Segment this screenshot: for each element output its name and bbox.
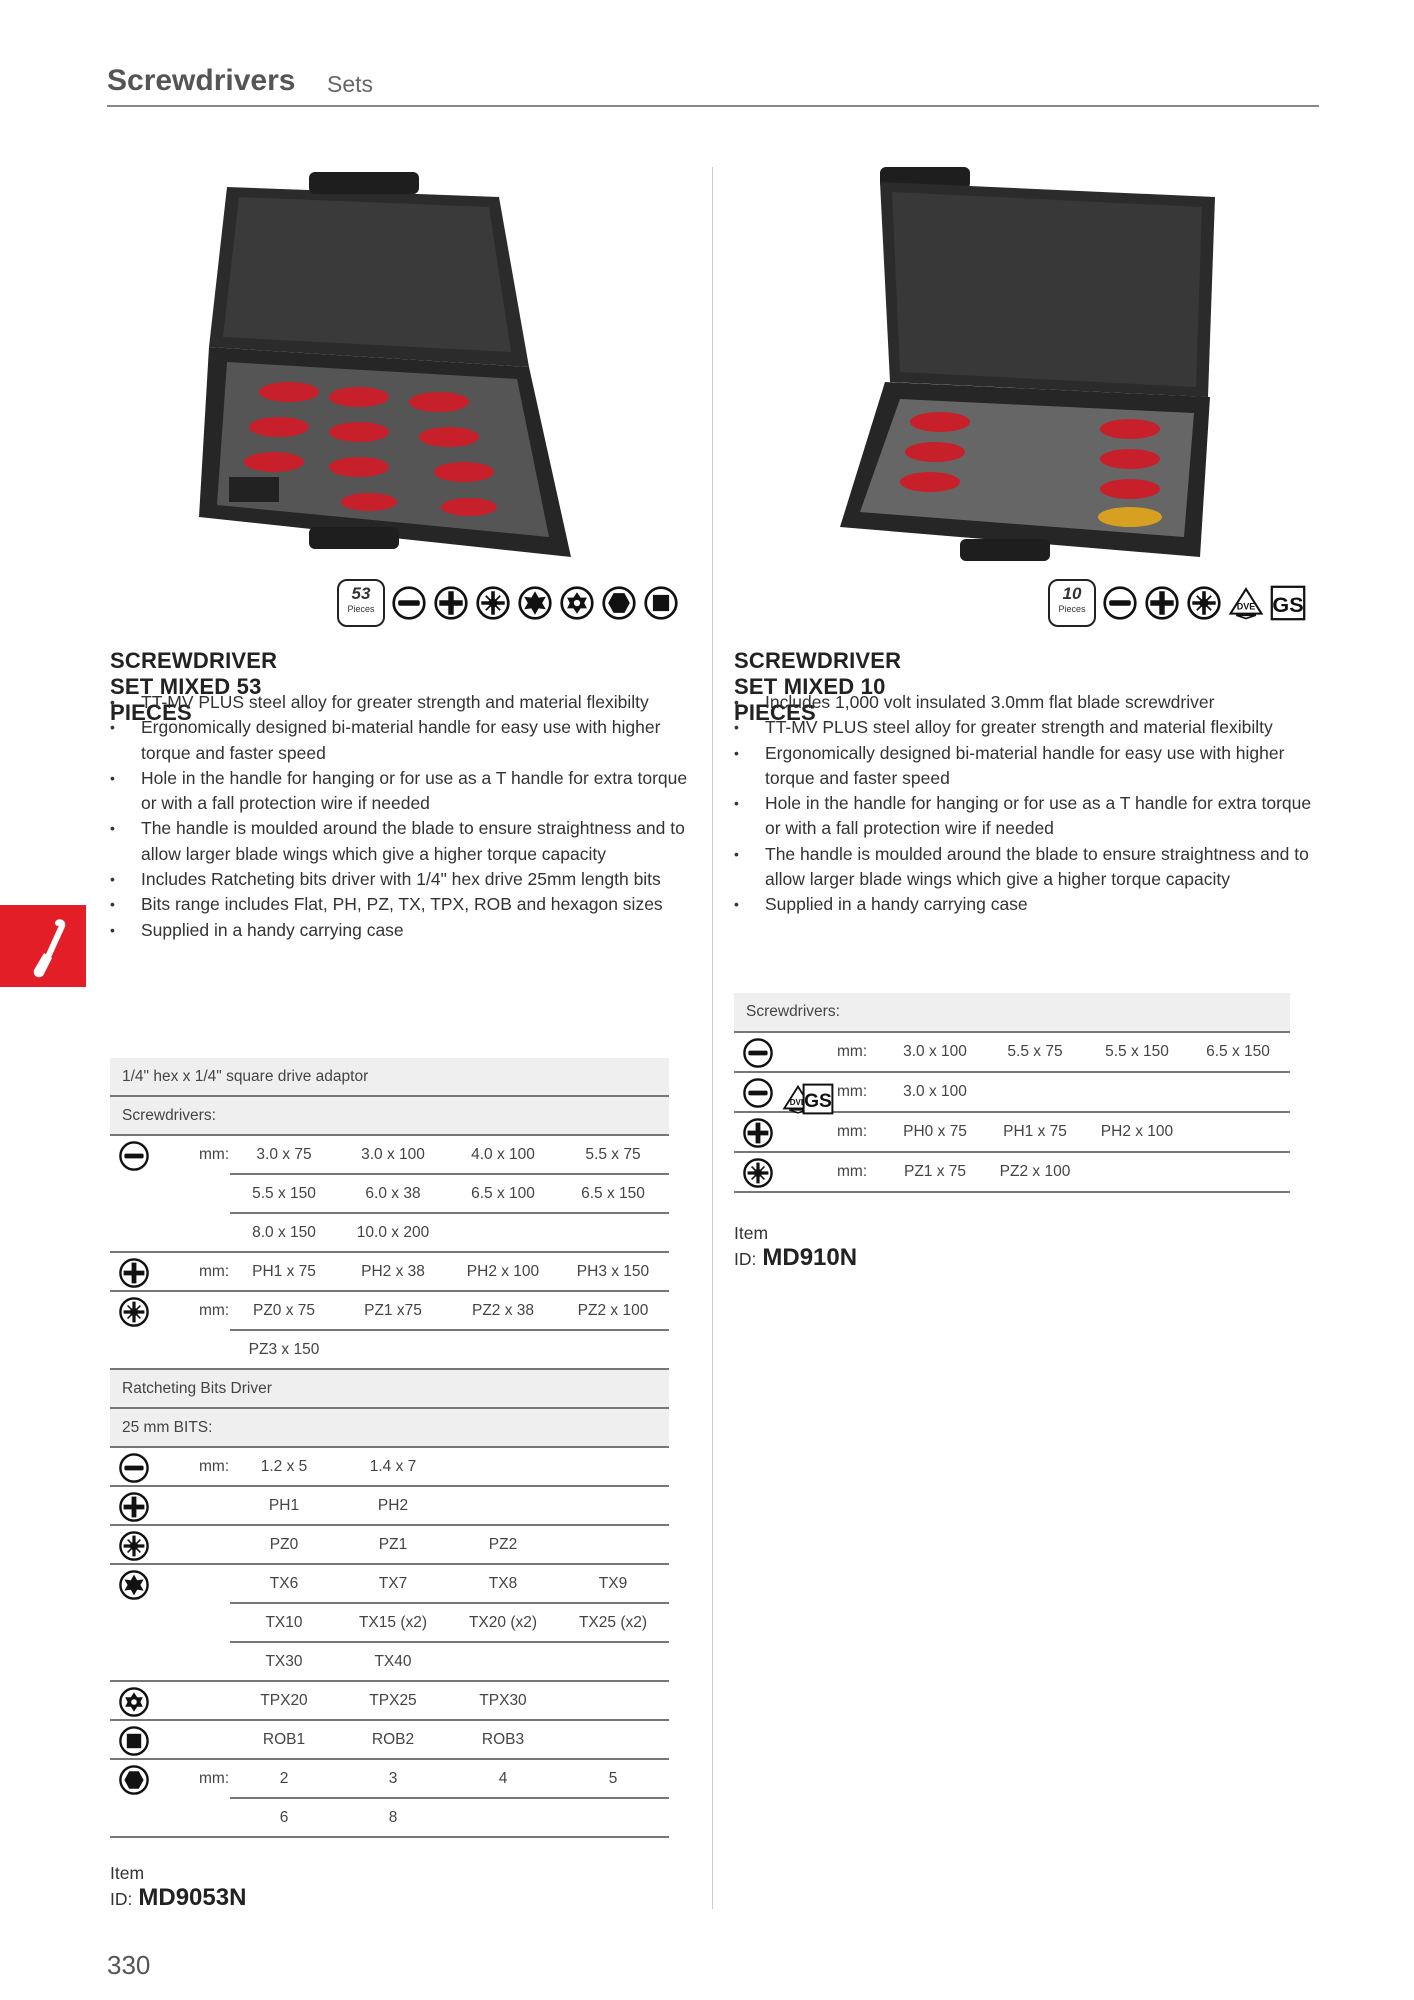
item-id-label: Item ID:	[110, 1863, 145, 1909]
table-row	[734, 1033, 1290, 1073]
spec-value: TX10	[265, 1614, 303, 1631]
table-row	[110, 1175, 669, 1214]
item-id-value: MD910N	[762, 1244, 858, 1271]
flat-icon	[1102, 585, 1138, 621]
flat-icon	[742, 1077, 774, 1109]
table-section-header	[110, 1370, 669, 1409]
unit-label: mm:	[199, 1302, 230, 1319]
item-id	[734, 1223, 857, 1272]
spec-value: PZ0	[269, 1536, 299, 1553]
pieces-count: 53	[351, 584, 371, 603]
table-row	[110, 1292, 669, 1331]
flat-icon	[118, 1452, 150, 1484]
section-label: Ratcheting Bits Driver	[122, 1380, 272, 1397]
spec-value: 6.0 x 38	[365, 1185, 421, 1202]
section-title: Screwdrivers	[107, 64, 296, 97]
spec-value: 1.2 x 5	[260, 1458, 308, 1475]
phillips-icon	[1144, 585, 1180, 621]
spec-value: ROB2	[371, 1731, 415, 1748]
header-rule	[107, 105, 1319, 107]
table-row	[110, 1253, 669, 1292]
feature-item: • Supplied in a handy carrying case	[732, 892, 1322, 917]
spec-value: PH1 x 75	[1003, 1123, 1067, 1140]
table-row	[734, 1113, 1290, 1153]
product-image-md9053n	[199, 167, 589, 567]
spec-value: PZ1	[378, 1536, 408, 1553]
spec-value: PZ1 x 75	[903, 1163, 967, 1180]
table-section-header	[110, 1058, 669, 1097]
unit-label: mm:	[837, 1123, 868, 1140]
unit-label: mm:	[837, 1163, 868, 1180]
pozi-icon	[475, 585, 511, 621]
hex-icon	[118, 1764, 150, 1796]
column-divider	[712, 167, 713, 1909]
spec-value: 5.5 x 75	[585, 1146, 641, 1163]
pozi-icon	[118, 1296, 150, 1328]
spec-value: ROB1	[262, 1731, 306, 1748]
flat-icon	[118, 1140, 150, 1172]
vde-icon	[1228, 585, 1264, 621]
feature-item: • The handle is moulded around the blade to ensure straightness and to allow larger blade wings which give a higher torque capacity	[732, 842, 1322, 893]
phillips-icon	[433, 585, 469, 621]
spec-value: PH0 x 75	[903, 1123, 967, 1140]
section-label: Screwdrivers:	[122, 1107, 216, 1124]
pieces-count: 10	[1062, 584, 1082, 603]
section-label: 25 mm BITS:	[122, 1419, 213, 1436]
spec-value: 4.0 x 100	[471, 1146, 535, 1163]
spec-value: TX20 (x2)	[468, 1614, 538, 1631]
spec-value: 6	[279, 1809, 289, 1826]
spec-value: TPX20	[260, 1692, 308, 1709]
table-row	[110, 1448, 669, 1487]
spec-value: PZ2	[488, 1536, 518, 1553]
spec-value: 2	[279, 1770, 289, 1787]
square-icon	[643, 585, 679, 621]
spec-value: PH2 x 100	[1100, 1123, 1174, 1140]
spec-value: PH2	[377, 1497, 409, 1514]
unit-label: mm:	[199, 1770, 230, 1787]
spec-value: 10.0 x 200	[356, 1224, 430, 1241]
feature-list	[108, 690, 688, 943]
table-row	[734, 1153, 1290, 1193]
table-row	[110, 1799, 669, 1838]
feature-item: • TT-MV PLUS steel alloy for greater strength and material flexibilty	[732, 715, 1322, 740]
spec-value: PH3 x 150	[576, 1263, 650, 1280]
table-row	[110, 1643, 669, 1682]
item-id-label: Item ID:	[734, 1223, 769, 1269]
spec-value: 6.5 x 150	[1206, 1043, 1270, 1060]
pozi-icon	[742, 1157, 774, 1189]
spec-value: PZ0 x 75	[252, 1302, 316, 1319]
table-row	[110, 1760, 669, 1799]
product-title: SCREWDRIVER SET MIXED 10 PIECES	[734, 648, 902, 725]
spec-value: TX8	[488, 1575, 518, 1592]
table-row	[110, 1565, 669, 1604]
spec-value: 3.0 x 100	[361, 1146, 425, 1163]
unit-label: mm:	[199, 1263, 230, 1280]
spec-value: ROB3	[481, 1731, 525, 1748]
torx-icon	[517, 585, 553, 621]
table-row	[110, 1136, 669, 1175]
unit-label: mm:	[837, 1083, 868, 1100]
spec-value: TX30	[265, 1653, 303, 1670]
section-label: Screwdrivers:	[746, 1003, 840, 1020]
spec-value: 4	[498, 1770, 508, 1787]
table-row	[110, 1526, 669, 1565]
feature-item: • TT-MV PLUS steel alloy for greater strength and material flexibilty	[108, 690, 688, 715]
spec-value: TPX25	[369, 1692, 417, 1709]
spec-value: PZ1 x75	[364, 1302, 422, 1319]
feature-list	[732, 690, 1322, 918]
spec-value: TX7	[378, 1575, 408, 1592]
feature-item: • Hole in the handle for hanging or for use as a T handle for extra torque or with a fall protection wire if needed	[732, 791, 1322, 842]
feature-item: • Ergonomically designed bi-material handle for easy use with higher torque and faster speed	[732, 741, 1322, 792]
spec-table	[110, 1058, 669, 1838]
spec-value: TX15 (x2)	[358, 1614, 428, 1631]
section-label: 1/4" hex x 1/4" square drive adaptor	[122, 1068, 369, 1085]
feature-item: • Bits range includes Flat, PH, PZ, TX, TPX, ROB and hexagon sizes	[108, 892, 688, 917]
spec-value: PH1	[268, 1497, 300, 1514]
category-tab-screwdrivers[interactable]	[0, 905, 86, 987]
feature-item: • The handle is moulded around the blade to ensure straightness and to allow larger blade wings which give a higher torque capacity	[108, 816, 688, 867]
phillips-icon	[118, 1257, 150, 1289]
spec-value: 8.0 x 150	[252, 1224, 316, 1241]
feature-item: • Ergonomically designed bi-material handle for easy use with higher torque and faster speed	[108, 715, 688, 766]
spec-value: 3.0 x 75	[256, 1146, 312, 1163]
spec-value: PZ3 x 150	[248, 1341, 320, 1358]
torx-icon	[118, 1569, 150, 1601]
unit-label: mm:	[199, 1458, 230, 1475]
item-id	[110, 1863, 246, 1912]
table-section-header	[110, 1409, 669, 1448]
feature-icons	[1048, 579, 1306, 627]
unit-label: mm:	[199, 1146, 230, 1163]
feature-icons	[337, 579, 679, 627]
page-number: 330	[107, 1950, 151, 1980]
spec-value: 8	[388, 1809, 398, 1826]
item-id-value: MD9053N	[138, 1884, 247, 1911]
spec-value: PZ2 x 38	[471, 1302, 535, 1319]
phillips-icon	[742, 1117, 774, 1149]
product-title: SCREWDRIVER SET MIXED 53 PIECES	[110, 648, 278, 725]
tpx-icon	[118, 1686, 150, 1718]
pieces-label: Pieces	[347, 604, 375, 614]
pieces-badge	[1048, 579, 1096, 627]
spec-value: TX9	[598, 1575, 628, 1592]
table-section-header	[734, 993, 1290, 1033]
hex-icon	[601, 585, 637, 621]
spec-value: 6.5 x 150	[581, 1185, 645, 1202]
spec-value: 1.4 x 7	[369, 1458, 417, 1475]
section-subtitle: Sets	[327, 71, 374, 97]
spec-value: 5.5 x 150	[1105, 1043, 1169, 1060]
tpx-icon	[559, 585, 595, 621]
product-image-md910n	[830, 167, 1220, 567]
spec-value: TPX30	[479, 1692, 527, 1709]
spec-value: TX40	[374, 1653, 412, 1670]
gs-icon	[802, 1083, 834, 1115]
phillips-icon	[118, 1491, 150, 1523]
pozi-icon	[1186, 585, 1222, 621]
spec-value: 5.5 x 75	[1007, 1043, 1063, 1060]
pozi-icon	[118, 1530, 150, 1562]
feature-item: • Includes 1,000 volt insulated 3.0mm flat blade screwdriver	[732, 690, 1322, 715]
pieces-badge	[337, 579, 385, 627]
gs-icon	[1270, 585, 1306, 621]
table-row	[110, 1487, 669, 1526]
spec-value: 5	[608, 1770, 618, 1787]
flat-icon	[391, 585, 427, 621]
table-row	[110, 1682, 669, 1721]
table-row	[110, 1721, 669, 1760]
feature-item: • Hole in the handle for hanging or for use as a T handle for extra torque or with a fall protection wire if needed	[108, 766, 688, 817]
table-row	[734, 1073, 1290, 1113]
table-row	[110, 1604, 669, 1643]
flat-icon	[742, 1037, 774, 1069]
spec-value: TX25 (x2)	[578, 1614, 648, 1631]
spec-value: TX6	[269, 1575, 299, 1592]
unit-label: mm:	[837, 1043, 868, 1060]
spec-value: PZ2 x 100	[577, 1302, 649, 1319]
spec-table	[734, 993, 1290, 1193]
spec-value: 6.5 x 100	[471, 1185, 535, 1202]
table-section-header	[110, 1097, 669, 1136]
feature-item: • Includes Ratcheting bits driver with 1/4" hex drive 25mm length bits	[108, 867, 688, 892]
spec-value: 3.0 x 100	[903, 1083, 967, 1100]
square-icon	[118, 1725, 150, 1757]
table-row	[110, 1214, 669, 1253]
screwdriver-icon	[0, 905, 86, 987]
spec-value: PH2 x 38	[361, 1263, 425, 1280]
table-row	[110, 1331, 669, 1370]
spec-value: PH1 x 75	[252, 1263, 316, 1280]
spec-value: 3.0 x 100	[903, 1043, 967, 1060]
spec-value: 3	[388, 1770, 398, 1787]
spec-value: PZ2 x 100	[999, 1163, 1071, 1180]
feature-item: • Supplied in a handy carrying case	[108, 918, 688, 943]
pieces-label: Pieces	[1058, 604, 1086, 614]
spec-value: 5.5 x 150	[252, 1185, 316, 1202]
spec-value: PH2 x 100	[466, 1263, 540, 1280]
